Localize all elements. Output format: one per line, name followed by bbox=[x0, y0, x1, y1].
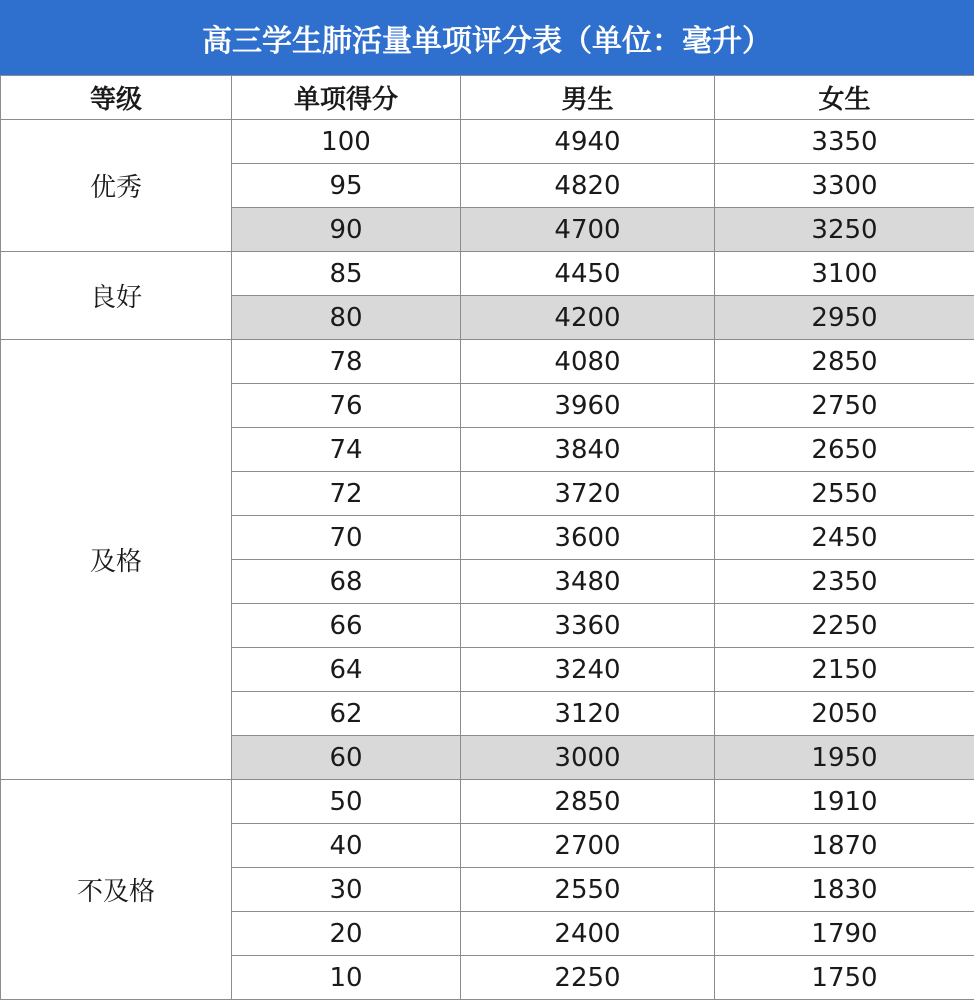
female-cell: 1950 bbox=[715, 736, 974, 780]
table-row bbox=[1, 780, 974, 824]
male-cell: 4200 bbox=[461, 296, 715, 340]
male-cell: 4700 bbox=[461, 208, 715, 252]
male-cell: 2700 bbox=[461, 824, 715, 868]
male-cell: 4080 bbox=[461, 340, 715, 384]
score-cell: 80 bbox=[232, 296, 461, 340]
female-cell: 1870 bbox=[715, 824, 974, 868]
male-cell: 2850 bbox=[461, 780, 715, 824]
header-row bbox=[1, 76, 974, 120]
female-cell: 2150 bbox=[715, 648, 974, 692]
female-cell: 1910 bbox=[715, 780, 974, 824]
score-cell: 60 bbox=[232, 736, 461, 780]
female-cell: 1750 bbox=[715, 956, 974, 1000]
male-cell: 3480 bbox=[461, 560, 715, 604]
score-cell: 85 bbox=[232, 252, 461, 296]
male-cell: 3240 bbox=[461, 648, 715, 692]
female-cell: 2950 bbox=[715, 296, 974, 340]
table-body bbox=[1, 120, 974, 1000]
score-cell: 100 bbox=[232, 120, 461, 164]
female-cell: 3250 bbox=[715, 208, 974, 252]
female-cell: 2350 bbox=[715, 560, 974, 604]
score-cell: 20 bbox=[232, 912, 461, 956]
female-cell: 1790 bbox=[715, 912, 974, 956]
score-cell: 70 bbox=[232, 516, 461, 560]
male-cell: 3360 bbox=[461, 604, 715, 648]
female-cell: 2250 bbox=[715, 604, 974, 648]
female-cell: 2050 bbox=[715, 692, 974, 736]
female-cell: 2550 bbox=[715, 472, 974, 516]
male-cell: 4940 bbox=[461, 120, 715, 164]
male-cell: 3840 bbox=[461, 428, 715, 472]
female-cell: 3300 bbox=[715, 164, 974, 208]
female-cell: 3100 bbox=[715, 252, 974, 296]
score-cell: 50 bbox=[232, 780, 461, 824]
female-cell: 1830 bbox=[715, 868, 974, 912]
female-cell: 2650 bbox=[715, 428, 974, 472]
score-cell: 66 bbox=[232, 604, 461, 648]
female-cell: 3350 bbox=[715, 120, 974, 164]
header-score: 单项得分 bbox=[232, 76, 461, 120]
table-title: 高三学生肺活量单项评分表（单位：毫升） bbox=[0, 0, 974, 75]
male-cell: 3120 bbox=[461, 692, 715, 736]
male-cell: 2250 bbox=[461, 956, 715, 1000]
male-cell: 2550 bbox=[461, 868, 715, 912]
score-cell: 95 bbox=[232, 164, 461, 208]
grade-cell: 优秀 bbox=[1, 120, 232, 252]
male-cell: 3960 bbox=[461, 384, 715, 428]
score-cell: 68 bbox=[232, 560, 461, 604]
female-cell: 2850 bbox=[715, 340, 974, 384]
score-cell: 90 bbox=[232, 208, 461, 252]
score-cell: 78 bbox=[232, 340, 461, 384]
grade-cell: 及格 bbox=[1, 340, 232, 780]
grade-cell: 不及格 bbox=[1, 780, 232, 1000]
score-cell: 30 bbox=[232, 868, 461, 912]
header-grade: 等级 bbox=[1, 76, 232, 120]
score-cell: 64 bbox=[232, 648, 461, 692]
score-cell: 74 bbox=[232, 428, 461, 472]
male-cell: 4820 bbox=[461, 164, 715, 208]
male-cell: 3600 bbox=[461, 516, 715, 560]
male-cell: 2400 bbox=[461, 912, 715, 956]
grade-cell: 良好 bbox=[1, 252, 232, 340]
score-cell: 40 bbox=[232, 824, 461, 868]
female-cell: 2750 bbox=[715, 384, 974, 428]
male-cell: 4450 bbox=[461, 252, 715, 296]
header-male: 男生 bbox=[461, 76, 715, 120]
lung-capacity-score-table bbox=[0, 75, 974, 1000]
score-cell: 62 bbox=[232, 692, 461, 736]
score-cell: 72 bbox=[232, 472, 461, 516]
header-female: 女生 bbox=[715, 76, 974, 120]
male-cell: 3720 bbox=[461, 472, 715, 516]
male-cell: 3000 bbox=[461, 736, 715, 780]
table-row bbox=[1, 252, 974, 296]
score-cell: 76 bbox=[232, 384, 461, 428]
female-cell: 2450 bbox=[715, 516, 974, 560]
table-row bbox=[1, 120, 974, 164]
table-row bbox=[1, 340, 974, 384]
score-cell: 10 bbox=[232, 956, 461, 1000]
